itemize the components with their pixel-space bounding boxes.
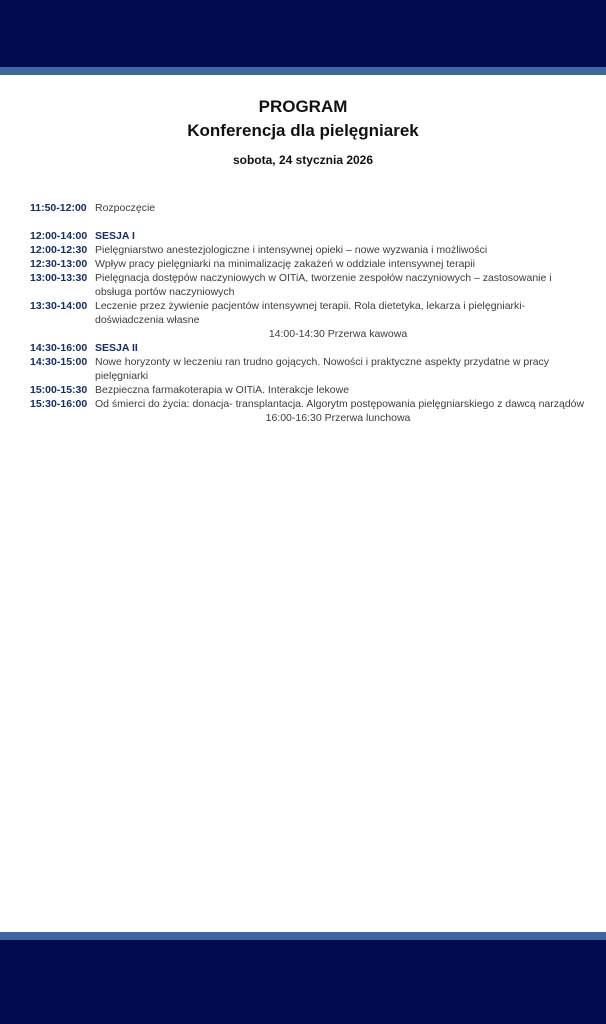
schedule-text: Bezpieczna farmakoterapia w OITiA. Interakcje lekowe (95, 384, 350, 396)
lunch-break: 16:00-16:30 Przerwa lunchowa (265, 412, 411, 424)
bottom-stripe (0, 932, 606, 940)
session-title: SESJA I (95, 230, 135, 242)
schedule-time: 12:00-12:30 (30, 244, 88, 256)
schedule-text: Nowe horyzonty w leczeniu ran trudno gojących. Nowości i praktyczne aspekty przydatne w pracy pielęgniarki (95, 356, 550, 382)
schedule-text: Rozpoczęcie (95, 202, 156, 214)
schedule-time: 15:00-15:30 (30, 384, 88, 396)
schedule-text: Od śmierci do życia: donacja- transplantacja. Algorytm postępowania pielęgniarskiego z dawcą narządów (95, 398, 585, 410)
schedule-time: 13:30-14:00 (30, 300, 88, 312)
schedule-text: Leczenie przez żywienie pacjentów intensywnej terapii. Rola dietetyka, lekarza i pielęgniarki- doświadczenia własne (95, 300, 526, 326)
conference-title: Konferencja dla pielęgniarek (187, 121, 419, 140)
top-stripe (0, 67, 606, 75)
program-title: PROGRAM (258, 97, 348, 116)
bottom-banner (0, 940, 606, 1024)
schedule-time: 12:30-13:00 (30, 258, 88, 270)
schedule-time: 14:30-15:00 (30, 356, 88, 368)
schedule-text: Wpływ pracy pielęgniarki na minimalizację zakażeń w oddziale intensywnej terapii (95, 258, 475, 270)
schedule-text: Pielęgniarstwo anestezjologiczne i intensywnej opieki – nowe wyzwania i możliwości (95, 244, 488, 256)
schedule-time: 12:00-14:00 (30, 230, 88, 242)
schedule-time: 13:00-13:30 (30, 272, 88, 284)
coffee-break: 14:00-14:30 Przerwa kawowa (268, 328, 408, 340)
conference-date: sobota, 24 stycznia 2026 (232, 153, 374, 167)
schedule-time: 14:30-16:00 (30, 342, 88, 354)
schedule-time: 15:30-16:00 (30, 398, 88, 410)
top-banner (0, 0, 606, 67)
schedule-time: 11:50-12:00 (30, 202, 87, 214)
session-title: SESJA II (95, 342, 138, 354)
schedule-text: Pielęgnacja dostępów naczyniowych w OITiA, tworzenie zespołów naczyniowych – zastosowanie i obsługa portów naczyniowych (95, 272, 552, 298)
